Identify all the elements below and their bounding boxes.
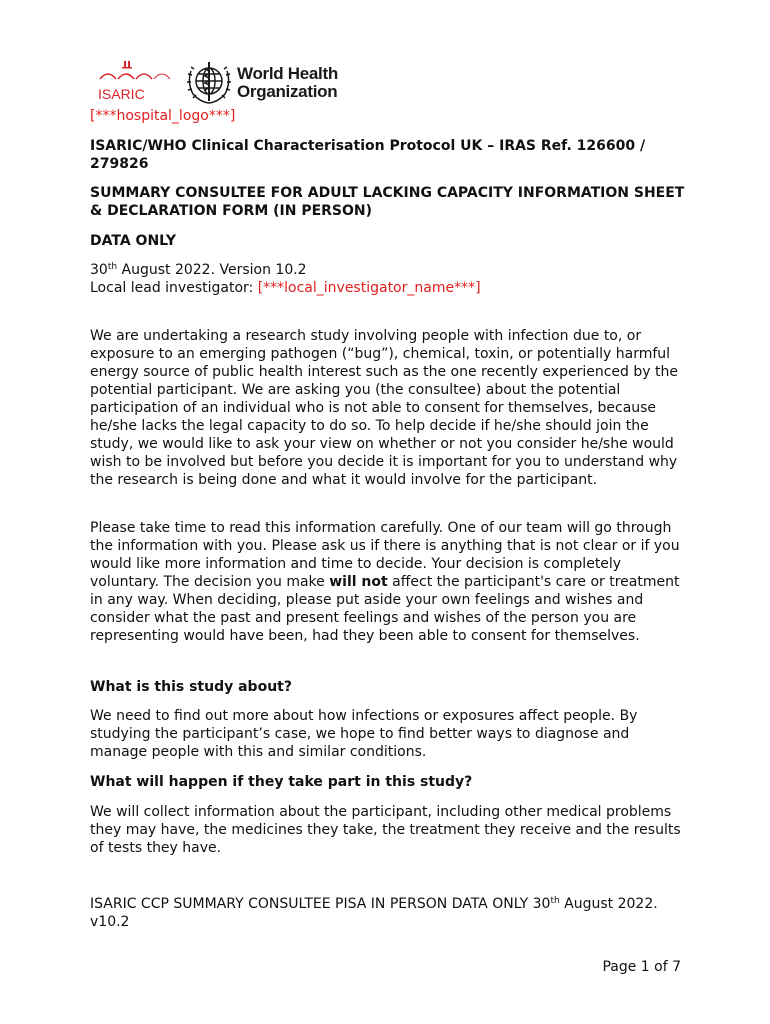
form-title: SUMMARY CONSULTEE FOR ADULT LACKING CAPACITY INFORMATION SHEET & DECLARATION FORM (IN PERSON) — [90, 185, 685, 219]
investigator-label: Local lead investigator: — [90, 280, 258, 296]
section-heading-take-part: What will happen if they take part in this study? — [90, 774, 473, 790]
take-part-paragraph: We will collect information about the participant, including other medical problems they may have, the medicines they take, the treatment they receive and the results of tests they have. — [90, 804, 681, 856]
isaric-logo-text: ISARIC — [98, 86, 145, 102]
consent-text-b: affect the participant's care or treatment in any way. When deciding, please put aside your own feelings and wishes and consider what the past and present feelings and wishes of the person you are representing would have been, had they been able to consent for themselves. — [90, 574, 680, 644]
investigator-line — [90, 279, 686, 297]
intro-paragraph: We are undertaking a research study involving people with infection due to, or exposure to an emerging pathogen (“bug”), chemical, toxin, or potentially harmful energy source of public health interest such as the one recently experienced by the potential participant. We are asking you (the consultee) about the potential participation of an individual who is not able to consent for themselves, because he/she lacks the legal capacity to do so. To help decide if he/she should join the study, we would like to ask your view on whether or not you consider he/she would wish to be involved but before you decide it is important for you to understand why the research is being done and what it would involve for the participant. — [90, 328, 678, 488]
hospital-logo-placeholder: [***hospital_logo***] — [90, 108, 236, 124]
footer-text-end: August 2022. v10.2 — [90, 896, 658, 930]
who-logo-text — [237, 65, 338, 101]
consent-emphasis: will not — [329, 574, 388, 590]
version-date — [90, 261, 686, 279]
date-superscript: th — [107, 262, 118, 272]
who-logo-line1: World Health — [237, 64, 338, 83]
date-day: 30 — [90, 262, 108, 278]
investigator-placeholder: [***local_investigator_name***] — [257, 280, 481, 296]
consent-text-a: Please take time to read this information carefully. One of our team will go through the information with you. Please ask us if there is anything that is not clear or if you would like more information and time to decide. Your decision is completely voluntary. The decision you make — [90, 520, 680, 590]
data-only-heading: DATA ONLY — [90, 233, 177, 249]
study-about-paragraph: We need to find out more about how infections or exposures affect people. By studying the participant’s case, we hope to find better ways to diagnose and manage people with this and similar conditions. — [90, 708, 638, 760]
page-number: Page 1 of 7 — [602, 959, 681, 975]
section-heading-study-about: What is this study about? — [90, 679, 292, 695]
footer-superscript: th — [550, 896, 560, 906]
date-rest: August 2022. Version 10.2 — [117, 262, 307, 278]
footer-text: ISARIC CCP SUMMARY CONSULTEE PISA IN PERSON DATA ONLY 30 — [90, 896, 551, 912]
who-emblem-icon — [184, 59, 234, 105]
version-info — [90, 261, 686, 297]
consent-paragraph — [90, 519, 686, 645]
protocol-title: ISARIC/WHO Clinical Characterisation Protocol UK – IRAS Ref. 126600 / 279826 — [90, 138, 646, 172]
logo-bar — [96, 57, 356, 109]
page-footer — [90, 895, 686, 931]
isaric-logo — [96, 57, 176, 105]
who-logo-line2: Organization — [237, 82, 338, 101]
